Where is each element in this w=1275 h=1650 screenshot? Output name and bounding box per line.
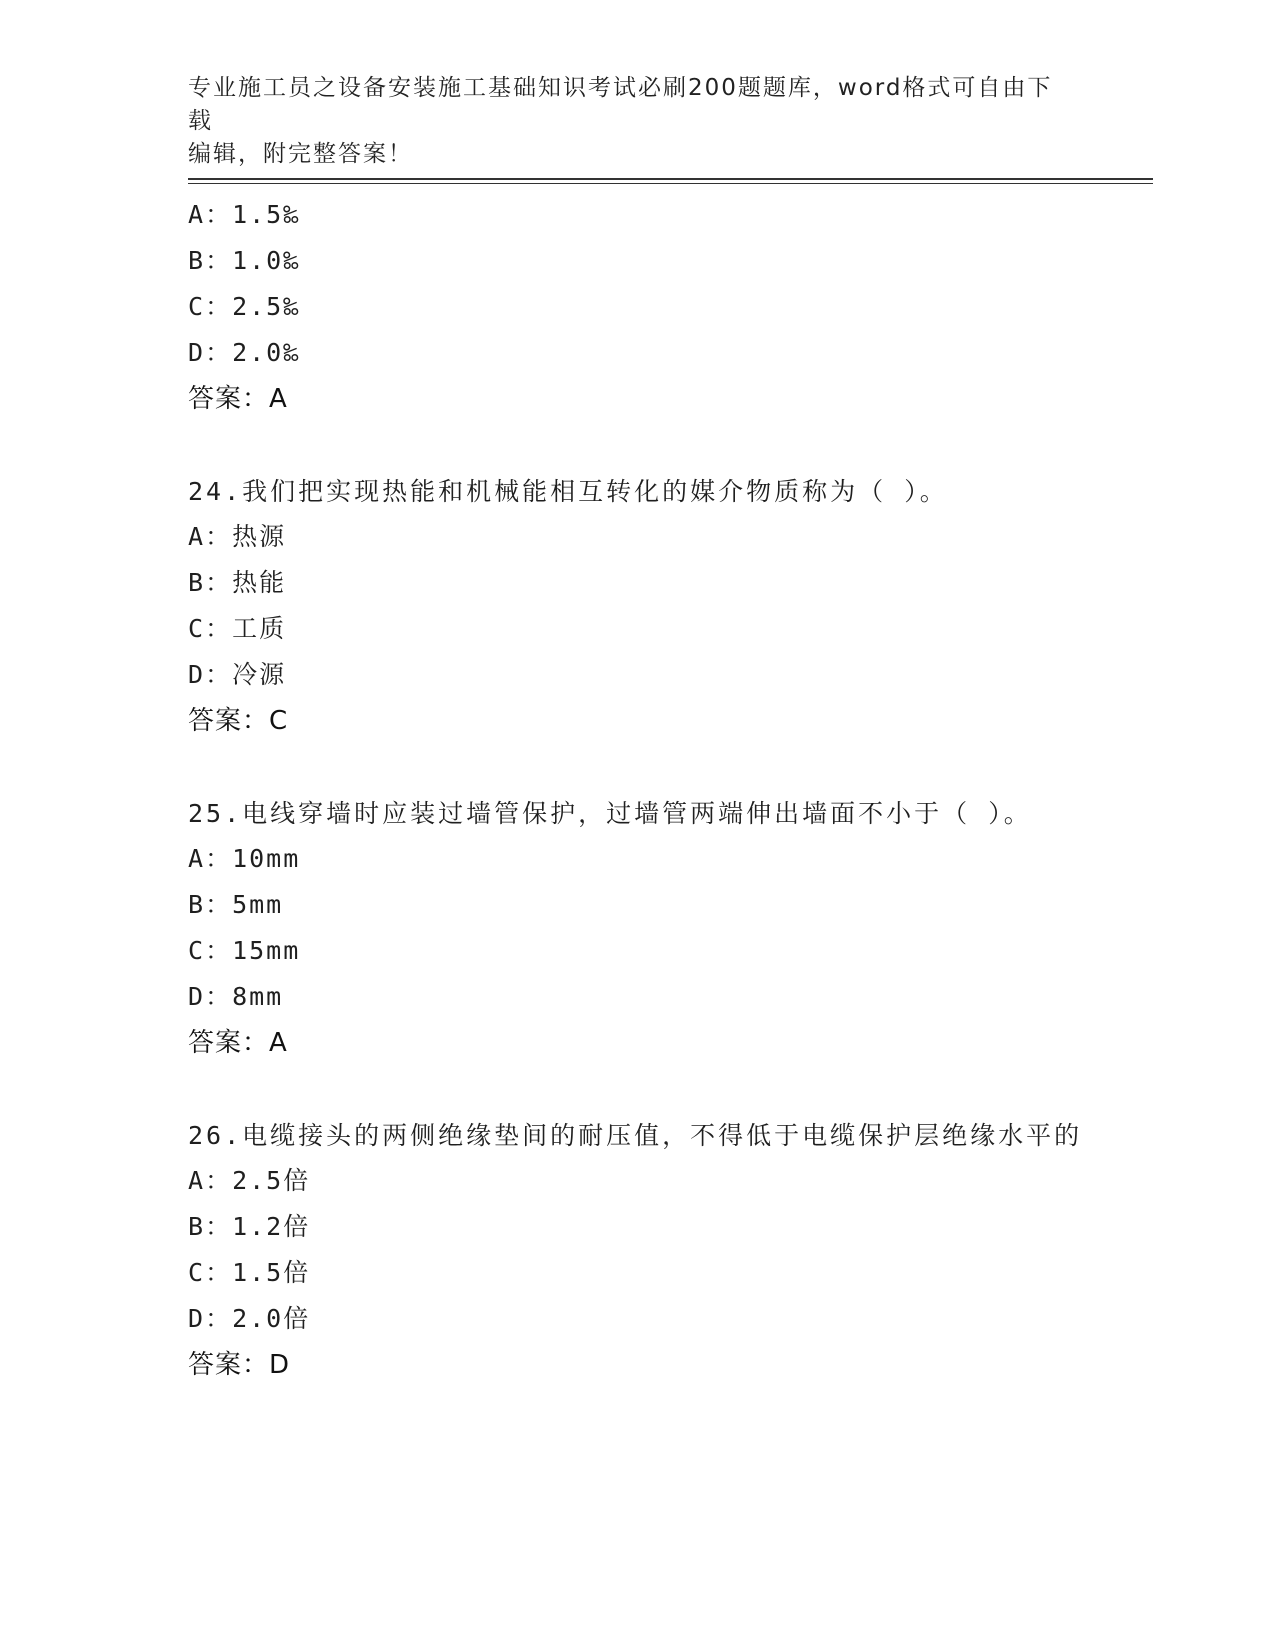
option-text: 2.5‰ — [232, 292, 301, 321]
option-row — [188, 882, 1118, 928]
spacer — [188, 744, 1118, 792]
option-separator: ： — [205, 568, 233, 597]
option-separator: ： — [205, 338, 233, 367]
option-row — [188, 1296, 1118, 1342]
option-separator: ： — [205, 1166, 233, 1195]
answer-label: 答案： — [188, 706, 270, 736]
option-letter: C — [188, 614, 206, 643]
answer-value: A — [269, 384, 288, 414]
question-block-26 — [188, 1114, 1118, 1388]
option-text: 1.5‰ — [232, 200, 301, 229]
answer-row — [188, 1020, 1118, 1066]
option-text: 1.5倍 — [232, 1258, 311, 1287]
answer-value: C — [269, 706, 289, 736]
option-separator: ： — [205, 614, 233, 643]
answer-label: 答案： — [188, 1350, 270, 1380]
answer-row — [188, 1342, 1118, 1388]
option-row — [188, 238, 1118, 284]
option-text: 8mm — [232, 982, 284, 1011]
document-body — [188, 192, 1118, 1388]
option-text: 冷源 — [232, 660, 287, 689]
document-header — [188, 72, 1068, 171]
option-letter: D — [188, 338, 206, 367]
option-separator: ： — [205, 522, 233, 551]
option-text: 2.0倍 — [232, 1304, 311, 1333]
spacer — [188, 422, 1118, 470]
option-separator: ： — [205, 660, 233, 689]
option-letter: D — [188, 982, 206, 1011]
option-letter: C — [188, 936, 206, 965]
option-separator: ： — [205, 936, 233, 965]
option-row — [188, 1204, 1118, 1250]
header-title-line1: 专业施工员之设备安装施工基础知识考试必刷200题题库，word格式可自由下载 — [188, 75, 1053, 134]
option-separator: ： — [205, 1258, 233, 1287]
option-letter: A — [188, 200, 206, 229]
option-separator: ： — [205, 1212, 233, 1241]
option-separator: ： — [205, 982, 233, 1011]
option-text: 15mm — [232, 936, 301, 965]
option-letter: B — [188, 568, 206, 597]
option-separator: ： — [205, 200, 233, 229]
option-letter: A — [188, 522, 206, 551]
answer-label: 答案： — [188, 1028, 270, 1058]
option-separator: ： — [205, 844, 233, 873]
option-letter: D — [188, 660, 206, 689]
question-stem: 25.电线穿墙时应装过墙管保护，过墙管两端伸出墙面不小于（ ）。 — [188, 799, 1032, 828]
option-text: 2.0‰ — [232, 338, 301, 367]
header-title-line2: 编辑，附完整答案！ — [188, 141, 413, 167]
question-stem: 26.电缆接头的两侧绝缘垫间的耐压值，不得低于电缆保护层绝缘水平的 — [188, 1121, 1083, 1150]
answer-row — [188, 698, 1118, 744]
option-row — [188, 514, 1118, 560]
option-row — [188, 1250, 1118, 1296]
option-letter: B — [188, 246, 206, 275]
answer-label: 答案： — [188, 384, 270, 414]
option-row — [188, 192, 1118, 238]
spacer — [188, 1066, 1118, 1114]
question-block-25 — [188, 792, 1118, 1066]
option-text: 1.2倍 — [232, 1212, 311, 1241]
option-row — [188, 928, 1118, 974]
option-row — [188, 1158, 1118, 1204]
option-row — [188, 836, 1118, 882]
option-row — [188, 560, 1118, 606]
option-row — [188, 284, 1118, 330]
header-rule-thin — [188, 183, 1153, 184]
answer-value: D — [269, 1350, 291, 1380]
option-separator: ： — [205, 890, 233, 919]
answer-value: A — [269, 1028, 288, 1058]
option-text: 1.0‰ — [232, 246, 301, 275]
header-rule-thick — [188, 178, 1153, 180]
option-text: 热能 — [232, 568, 287, 597]
option-row — [188, 606, 1118, 652]
option-letter: D — [188, 1304, 206, 1333]
option-text: 10mm — [232, 844, 301, 873]
question-block-23 — [188, 192, 1118, 422]
option-row — [188, 652, 1118, 698]
option-text: 热源 — [232, 522, 287, 551]
option-row — [188, 974, 1118, 1020]
answer-row — [188, 376, 1118, 422]
option-letter: B — [188, 890, 206, 919]
option-row — [188, 330, 1118, 376]
option-letter: B — [188, 1212, 206, 1241]
option-text: 工质 — [232, 614, 287, 643]
option-separator: ： — [205, 246, 233, 275]
option-separator: ： — [205, 1304, 233, 1333]
option-letter: A — [188, 1166, 206, 1195]
option-letter: C — [188, 292, 206, 321]
option-text: 5mm — [232, 890, 284, 919]
option-letter: A — [188, 844, 206, 873]
option-separator: ： — [205, 292, 233, 321]
option-text: 2.5倍 — [232, 1166, 311, 1195]
question-block-24 — [188, 470, 1118, 744]
option-letter: C — [188, 1258, 206, 1287]
question-stem: 24.我们把实现热能和机械能相互转化的媒介物质称为（ ）。 — [188, 477, 948, 506]
